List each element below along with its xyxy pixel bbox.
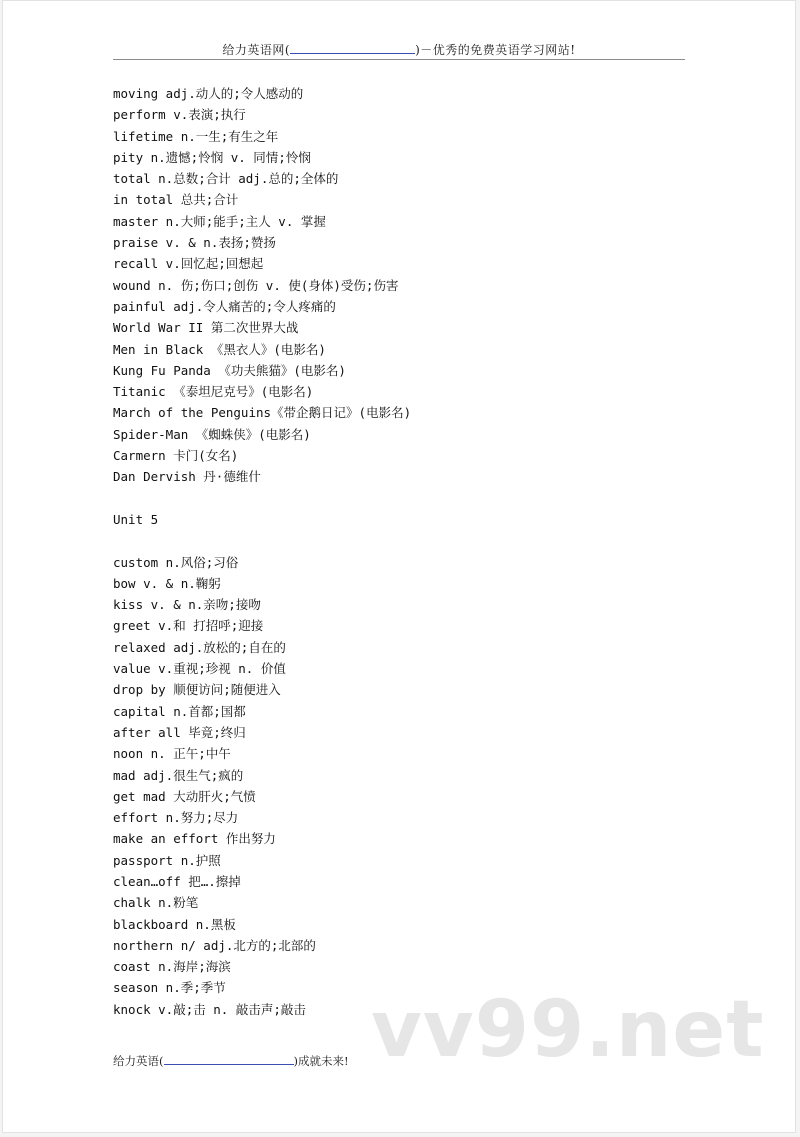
vocab-entry: value v.重视;珍视 n. 价值 — [113, 661, 286, 677]
vocab-entry: mad adj.很生气;疯的 — [113, 767, 244, 783]
vocab-entry: knock v.敲;击 n. 敲击声;敲击 — [113, 1001, 306, 1017]
footer-link-blank[interactable] — [164, 1054, 294, 1065]
header-tagline: )－优秀的免费英语学习网站! — [415, 43, 576, 57]
vocab-entry: World War II 第二次世界大战 — [113, 320, 299, 336]
header-link-blank[interactable] — [290, 43, 415, 54]
vocab-entry: wound n. 伤;伤口;创伤 v. 使(身体)受伤;伤害 — [113, 277, 399, 293]
footer-site-name: 给力英语( — [113, 1054, 164, 1068]
vocab-entry: drop by 顺便访问;随便进入 — [113, 682, 281, 698]
header-site-name: 给力英语网( — [222, 43, 291, 57]
vocab-entry: Spider-Man 《蜘蛛侠》(电影名) — [113, 426, 311, 442]
watermark: vv99.net — [371, 985, 765, 1075]
vocab-entry: total n.总数;合计 adj.总的;全体的 — [113, 171, 339, 187]
vocab-entry: relaxed adj.放松的;自在的 — [113, 639, 286, 655]
vocab-entry: after all 毕竟;终归 — [113, 724, 246, 740]
vocab-entry: March of the Penguins《带企鹅日记》(电影名) — [113, 405, 412, 421]
vocab-entry: clean…off 把….擦掉 — [113, 873, 241, 889]
vocab-entry: capital n.首都;国都 — [113, 703, 246, 719]
document-page — [2, 0, 796, 1133]
vocab-entry: season n.季;季节 — [113, 980, 226, 996]
vocab-entry: pity n.遗憾;怜悯 v. 同情;怜悯 — [113, 149, 311, 165]
unit-heading: Unit 5 — [113, 511, 159, 527]
vocab-entry: master n.大师;能手;主人 v. 掌握 — [113, 213, 326, 229]
vocab-entry: custom n.风俗;习俗 — [113, 554, 239, 570]
vocab-entry: bow v. & n.鞠躬 — [113, 575, 221, 591]
vocab-entry: get mad 大动肝火;气愤 — [113, 788, 256, 804]
page-footer — [113, 1053, 349, 1069]
vocab-entry: Men in Black 《黑衣人》(电影名) — [113, 341, 326, 357]
vocab-entry: greet v.和 打招呼;迎接 — [113, 618, 264, 634]
vocab-entry: Dan Dervish 丹·德维什 — [113, 469, 261, 485]
vocab-entry: blackboard n.黑板 — [113, 916, 236, 932]
vocab-entry: Kung Fu Panda 《功夫熊猫》(电影名) — [113, 362, 346, 378]
vocab-entry: in total 总共;合计 — [113, 192, 239, 208]
footer-slogan: )成就未来! — [293, 1054, 349, 1068]
vocabulary-list — [113, 83, 411, 1020]
vocab-entry: coast n.海岸;海滨 — [113, 959, 231, 975]
vocab-entry: lifetime n.一生;有生之年 — [113, 128, 279, 144]
header-divider — [113, 59, 685, 60]
vocab-entry: praise v. & n.表扬;赞扬 — [113, 235, 276, 251]
vocab-entry: kiss v. & n.亲吻;接吻 — [113, 597, 261, 613]
vocab-entry: Titanic 《泰坦尼克号》(电影名) — [113, 384, 314, 400]
vocab-entry: perform v.表演;执行 — [113, 107, 246, 123]
page-header — [113, 41, 685, 58]
vocab-entry: noon n. 正午;中午 — [113, 746, 231, 762]
vocab-entry: recall v.回忆起;回想起 — [113, 256, 264, 272]
vocab-entry: passport n.护照 — [113, 852, 221, 868]
vocab-entry: make an effort 作出努力 — [113, 831, 276, 847]
vocab-entry: painful adj.令人痛苦的;令人疼痛的 — [113, 298, 336, 314]
vocab-entry: Carmern 卡门(女名) — [113, 448, 239, 464]
vocab-entry: northern n/ adj.北方的;北部的 — [113, 937, 316, 953]
vocab-entry: effort n.努力;尽力 — [113, 810, 239, 826]
vocab-entry: moving adj.动人的;令人感动的 — [113, 86, 304, 101]
vocab-entry: chalk n.粉笔 — [113, 895, 199, 911]
